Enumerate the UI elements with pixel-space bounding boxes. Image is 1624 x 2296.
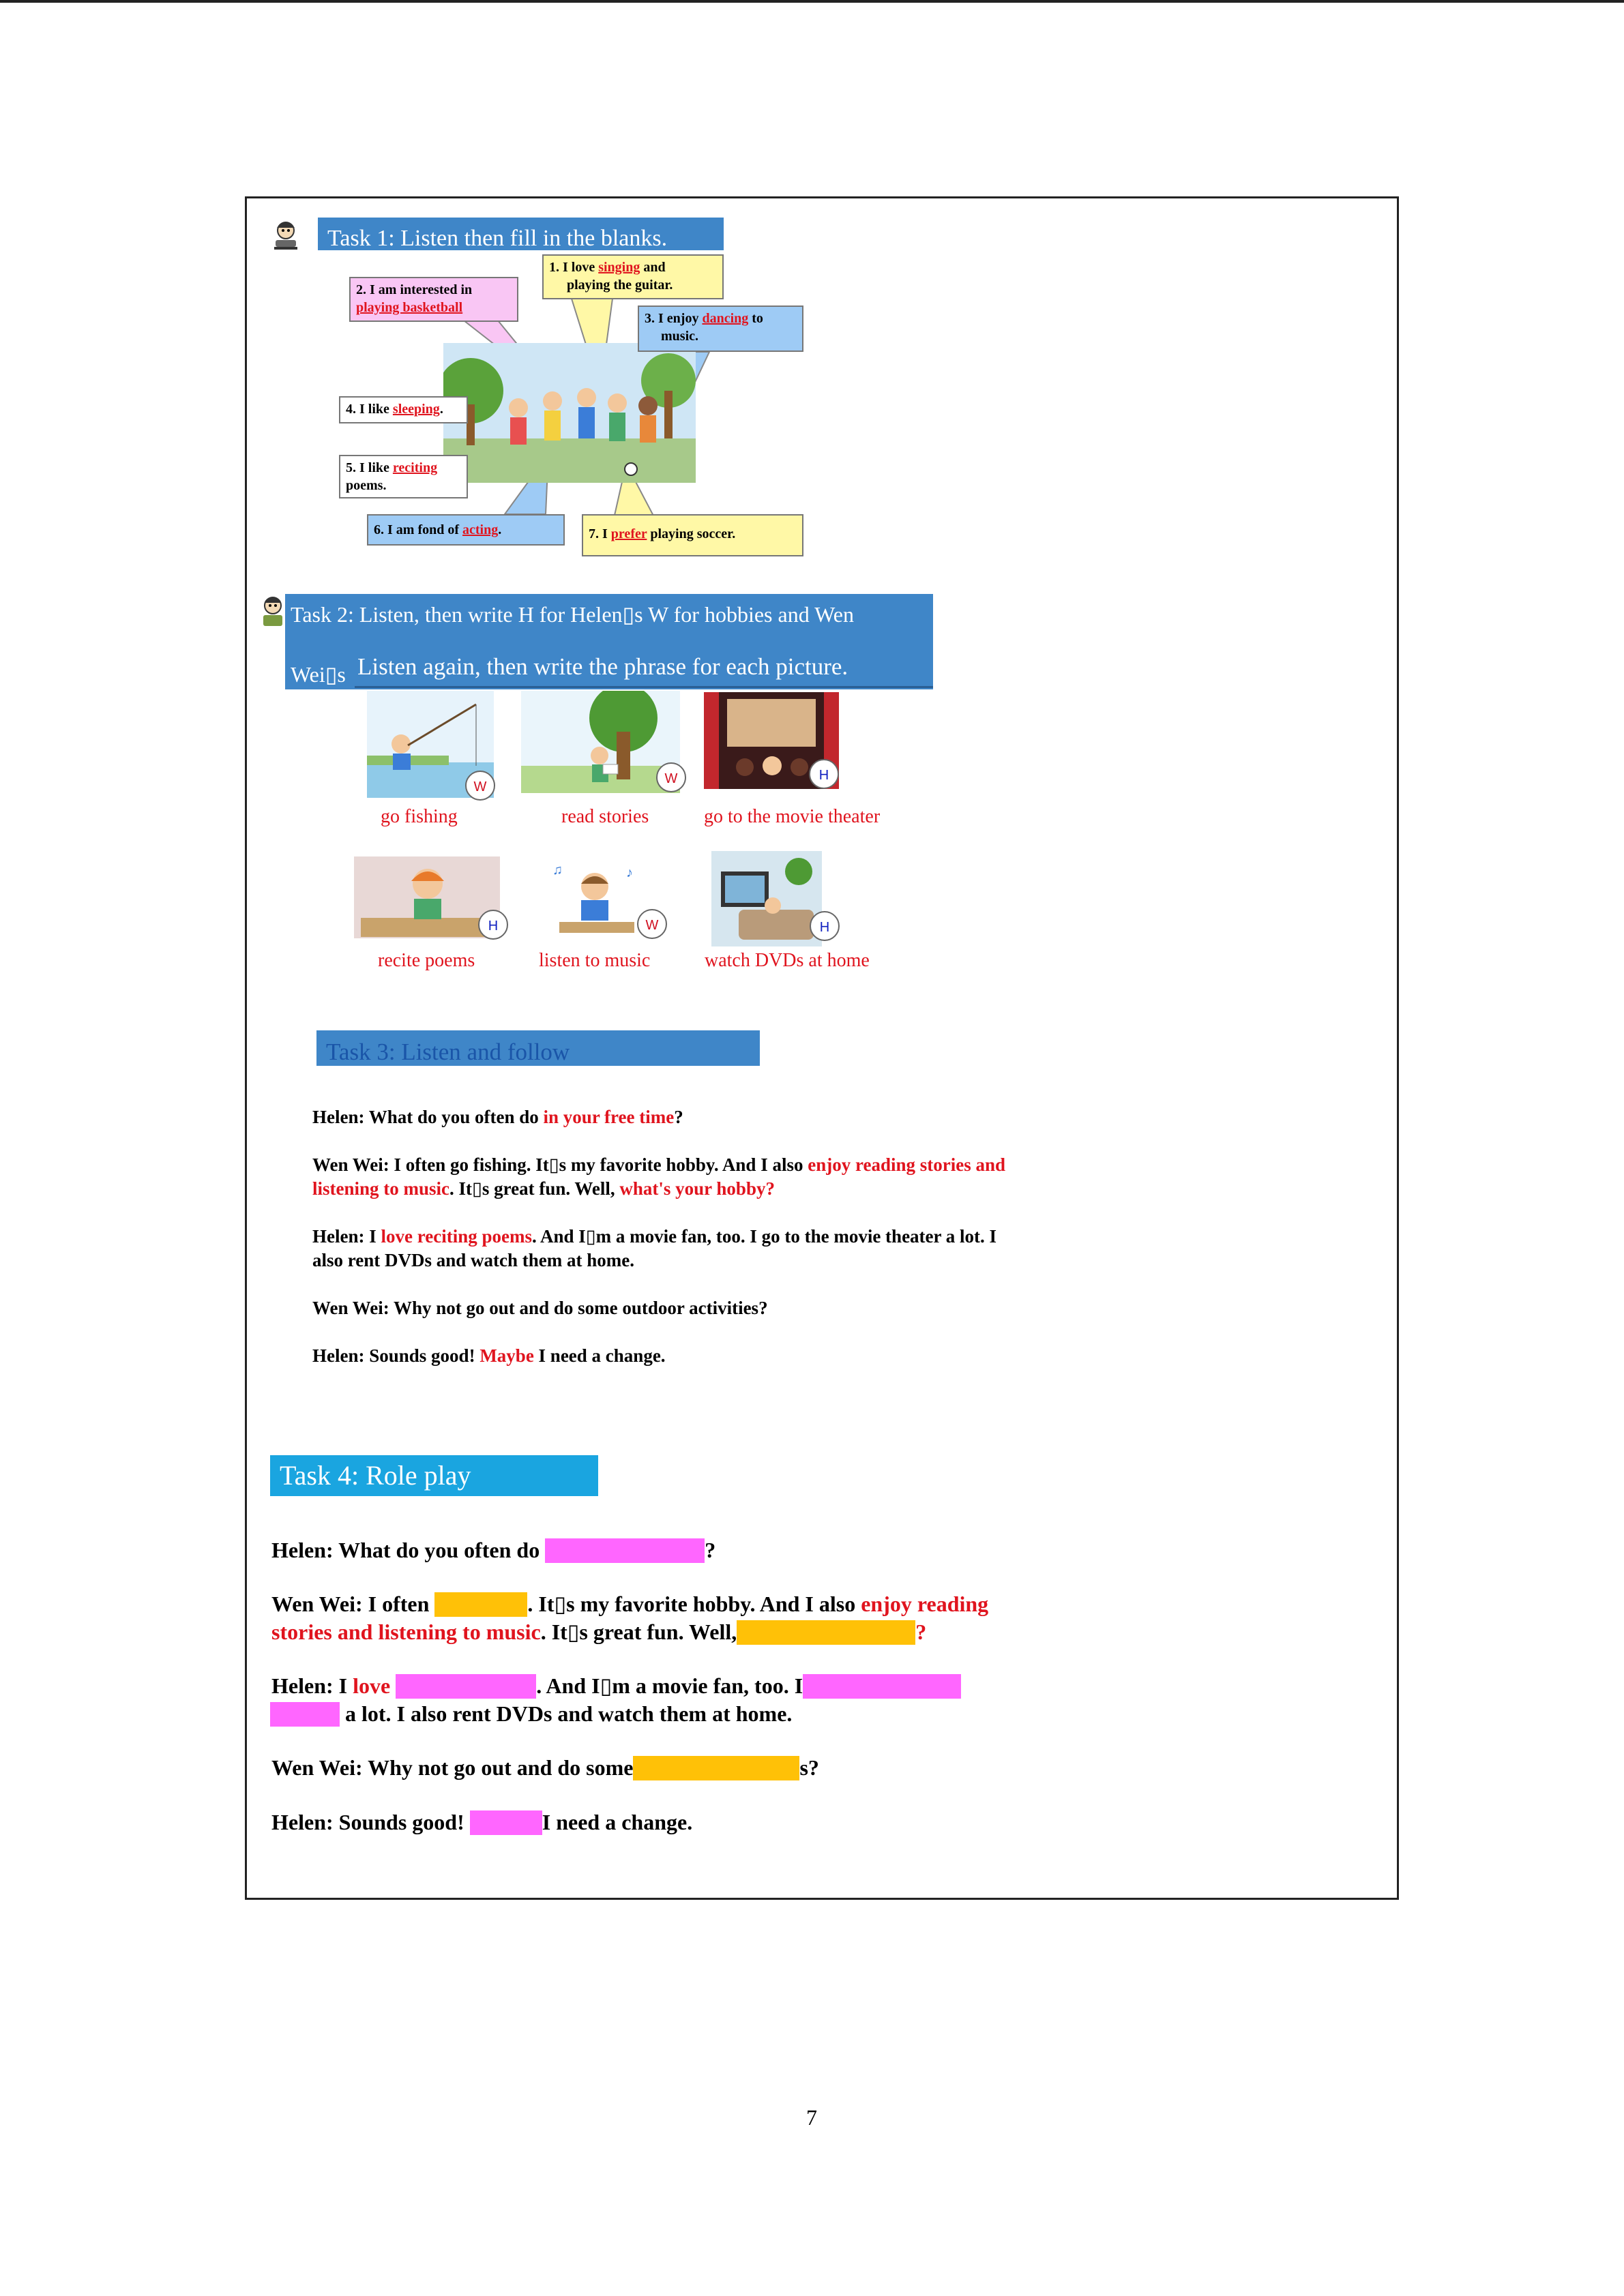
task3-line-1-highlight: in your free time: [543, 1107, 675, 1127]
task4-line-3-text: Helen: I: [271, 1673, 353, 1698]
task3-line-5: [312, 1344, 1029, 1368]
picture-listen-to-music: [546, 861, 648, 937]
task4-line-1-text: Helen: What do you often do: [271, 1538, 546, 1562]
task2-underline: [355, 686, 933, 688]
picture-1-mark: W: [465, 771, 495, 801]
task4-line-3-highlight: love: [353, 1673, 391, 1698]
task4-blank-3[interactable]: [737, 1620, 915, 1645]
callout-5-answer: reciting: [392, 460, 438, 475]
task4-blank-6[interactable]: [270, 1702, 340, 1727]
picture-3-mark: H: [809, 759, 839, 789]
callout-1-text: 1. I love: [549, 260, 599, 275]
task4-line-2-mid: . It▯s my favorite hobby. And I also: [527, 1592, 861, 1616]
task2-title-cont: Wei▯s: [291, 662, 346, 687]
task3-line-2-text: Wen Wei: I often go fishing. It▯s my favorite hobby. And I also: [312, 1154, 808, 1175]
page-number: 7: [806, 2105, 817, 2130]
callout-5-text: 5. I like: [346, 460, 393, 475]
picture-6-label: watch DVDs at home: [705, 950, 870, 971]
callout-3-text: 3. I enjoy: [645, 311, 703, 326]
task3-line-4: Wen Wei: Why not go out and do some outdoor activities?: [312, 1298, 768, 1318]
callout-3-answer: dancing: [702, 311, 749, 326]
task4-blank-2[interactable]: [434, 1592, 527, 1617]
picture-2-mark: W: [656, 762, 686, 792]
callout-5-text-line2: poems.: [346, 478, 387, 493]
svg-text:♫: ♫: [552, 863, 563, 878]
task4-blank-8[interactable]: [470, 1810, 542, 1835]
picture-2-label: read stories: [561, 806, 649, 827]
task3-line-1-text: Helen: What do you often do: [312, 1107, 544, 1127]
picture-5-label: listen to music: [539, 950, 651, 971]
task3-line-3-highlight: love reciting poems: [381, 1226, 532, 1247]
callout-2-text: 2. I am interested in: [356, 282, 473, 297]
task4-line-3b: [270, 1700, 792, 1728]
svg-text:♪: ♪: [626, 865, 633, 880]
task4-line-4-text: Wen Wei: Why not go out and do some: [271, 1755, 634, 1780]
task3-line-3-text: Helen: I: [312, 1226, 381, 1247]
picture-1-label: go fishing: [381, 806, 458, 827]
teacher-mascot-icon: [258, 593, 288, 631]
picture-watch-dvds: [711, 851, 822, 946]
task3-line-1-end: ?: [674, 1107, 683, 1127]
picture-4-mark: H: [478, 910, 508, 940]
callout-pointers: [0, 0, 1624, 682]
callout-6-text-end: .: [498, 522, 502, 537]
task3-line-2-highlight: enjoy reading stories and listening to music: [312, 1154, 1005, 1199]
callout-4: [339, 396, 468, 423]
task4-line-2-highlight-2: stories and listening to music: [271, 1620, 541, 1644]
task4-line-2-highlight: enjoy reading: [861, 1592, 989, 1616]
task4-line-4: [271, 1754, 819, 1782]
task3-line-5-highlight: Maybe: [479, 1345, 534, 1366]
task4-line-3: [271, 1672, 961, 1700]
callout-6-answer: acting: [462, 522, 499, 537]
task4-line-2-text: Wen Wei: I often: [271, 1592, 435, 1616]
task4-line-3-mid: . And I▯m a movie fan, too. I: [536, 1673, 803, 1698]
callout-7-text: 7. I: [589, 526, 611, 541]
task3-line-2-mid: . It▯s great fun. Well,: [449, 1178, 620, 1199]
callout-1: [542, 254, 724, 299]
callout-7-answer: prefer: [610, 526, 647, 541]
task3-banner: Task 3: Listen and follow: [316, 1030, 760, 1066]
task4-line-5-text: Helen: Sounds good!: [271, 1810, 470, 1834]
task3-line-2: [312, 1153, 1029, 1201]
picture-6-mark: H: [810, 911, 840, 941]
callout-7: [582, 514, 803, 556]
task4-line-1: [271, 1536, 715, 1564]
callout-4-text-end: .: [439, 402, 443, 417]
task2-title: Task 2: Listen, then write H for Helen▯s W for hobbies and Wen: [291, 602, 854, 627]
callout-7-text-end: playing soccer.: [647, 526, 736, 541]
task3-line-2-question: what's your hobby?: [619, 1178, 775, 1199]
task4-line-5-end: I need a change.: [542, 1810, 693, 1834]
task4-line-2b: [271, 1618, 926, 1646]
task4-banner: Task 4: Role play: [270, 1455, 598, 1496]
task3-line-5-text: Helen: Sounds good!: [312, 1345, 480, 1366]
callout-6-text: 6. I am fond of: [374, 522, 463, 537]
task4-line-2-end: ?: [915, 1620, 927, 1644]
task4-line-3-end: a lot. I also rent DVDs and watch them at home.: [340, 1701, 793, 1726]
task4-blank-7[interactable]: [633, 1756, 799, 1780]
task1-banner: Task 1: Listen then fill in the blanks.: [318, 218, 724, 250]
task4-line-5: [271, 1808, 692, 1836]
callout-3-text-line2: music.: [661, 329, 698, 344]
callout-1-text-end: and: [640, 260, 666, 275]
callout-4-answer: sleeping: [392, 402, 440, 417]
task4-blank-5[interactable]: [803, 1674, 961, 1699]
callout-2-answer: playing basketball: [356, 300, 463, 315]
callout-1-text-line2: playing the guitar.: [567, 278, 673, 293]
picture-4-label: recite poems: [378, 950, 475, 971]
task4-line-4-end: s?: [799, 1755, 819, 1780]
task3-line-5-end: I need a change.: [533, 1345, 666, 1366]
children-playing-illustration: [443, 343, 696, 483]
task3-line-3: [312, 1225, 1029, 1272]
task4-blank-1[interactable]: [545, 1538, 705, 1563]
callout-6: [367, 514, 565, 546]
callout-2: [349, 277, 518, 322]
callout-4-text: 4. I like: [346, 402, 393, 417]
task2-subtitle: Listen again, then write the phrase for each picture.: [357, 653, 848, 680]
picture-5-mark: W: [637, 909, 667, 939]
picture-3-label: go to the movie theater: [704, 806, 881, 827]
callout-3: [638, 305, 803, 352]
callout-3-text-end: to: [748, 311, 763, 326]
task4-line-2: [271, 1590, 988, 1618]
task4-blank-4[interactable]: [396, 1674, 536, 1699]
task3-line-3-end: . And I▯m a movie fan, too. I go to the movie theater a lot. I also rent DVDs and watch them at home.: [312, 1226, 997, 1270]
callout-5: [339, 455, 468, 498]
task3-line-1: [312, 1105, 1029, 1129]
task4-line-1-end: ?: [705, 1538, 716, 1562]
callout-1-answer: singing: [598, 260, 640, 275]
task4-line-2-mid-2: . It▯s great fun. Well,: [540, 1620, 737, 1644]
